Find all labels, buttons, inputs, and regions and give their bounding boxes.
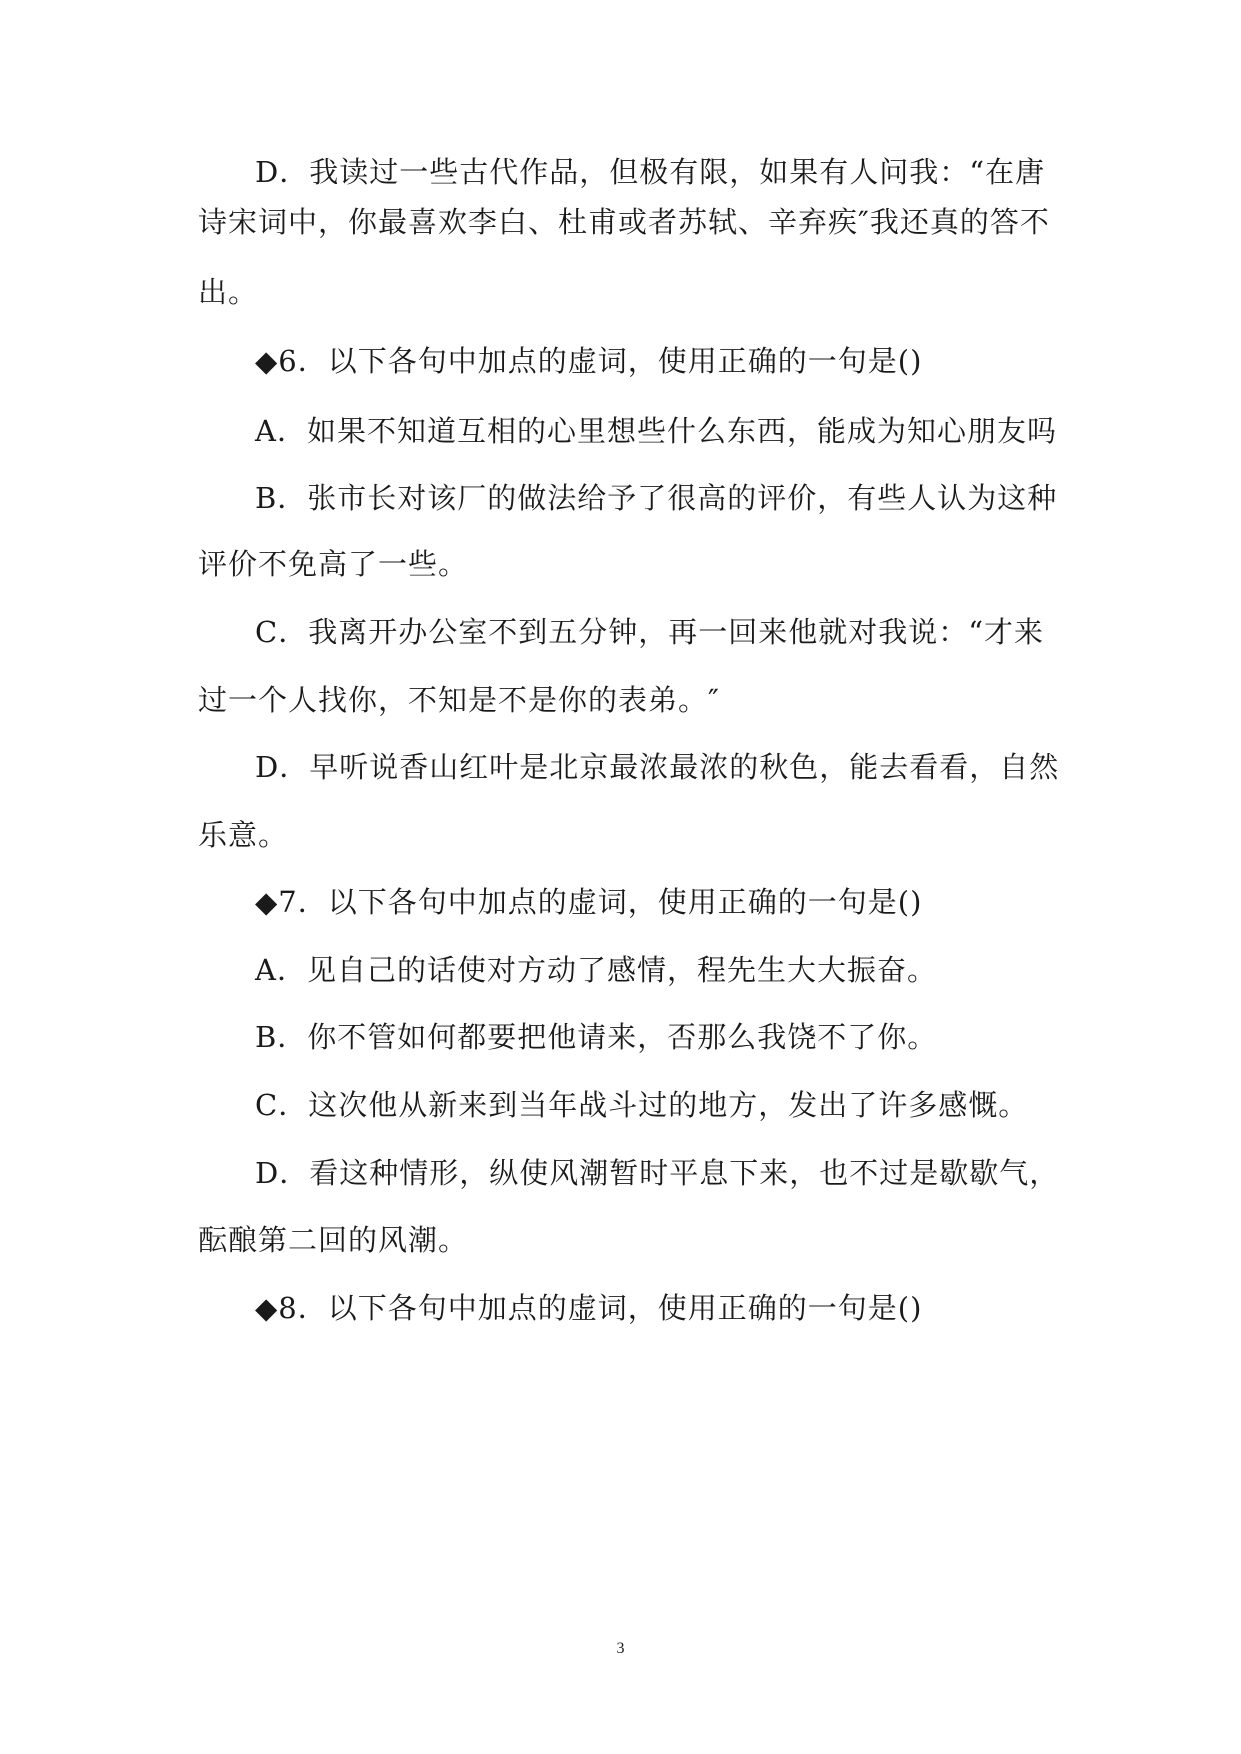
text-line: D．我读过一些古代作品，但极有限，如果有人问我：“在唐 — [255, 155, 1046, 189]
text-line: 乐意。 — [198, 818, 289, 852]
question-heading: ◆6．以下各句中加点的虚词，使用正确的一句是() — [255, 344, 923, 378]
option-text: B．张市长对该厂的做法给予了很高的评价，有些人认为这种 — [255, 481, 1058, 515]
text-line: 诗宋词中，你最喜欢李白、杜甫或者苏轼、辛弃疾″我还真的答不 — [198, 205, 1050, 239]
option-text: D．看这种情形，纵使风潮暂时平息下来，也不过是歇歇气， — [255, 1156, 1060, 1190]
text-line: 出。 — [198, 275, 259, 309]
option-text: C．这次他从新来到当年战斗过的地方，发出了许多感慨。 — [255, 1088, 1029, 1122]
text-line: 过一个人找你，不知是不是你的表弟。″ — [198, 683, 720, 717]
page-number: 3 — [616, 1640, 625, 1657]
text-line: 酝酿第二回的风潮。 — [198, 1223, 469, 1257]
question-heading: ◆8．以下各句中加点的虚词，使用正确的一句是() — [255, 1291, 923, 1325]
option-text: A．见自己的话使对方动了感情，程先生大大振奋。 — [255, 953, 937, 987]
option-text: B．你不管如何都要把他请来，否那么我饶不了你。 — [255, 1020, 938, 1054]
text-line: 评价不免高了一些。 — [198, 547, 469, 581]
option-text: D．早听说香山红叶是北京最浓最浓的秋色，能去看看，自然 — [255, 750, 1060, 784]
option-text: A．如果不知道互相的心里想些什么东西，能成为知心朋友吗 — [255, 414, 1057, 448]
option-text: C．我离开办公室不到五分钟，再一回来他就对我说：“才来 — [255, 615, 1045, 649]
question-heading: ◆7．以下各句中加点的虚词，使用正确的一句是() — [255, 885, 923, 919]
